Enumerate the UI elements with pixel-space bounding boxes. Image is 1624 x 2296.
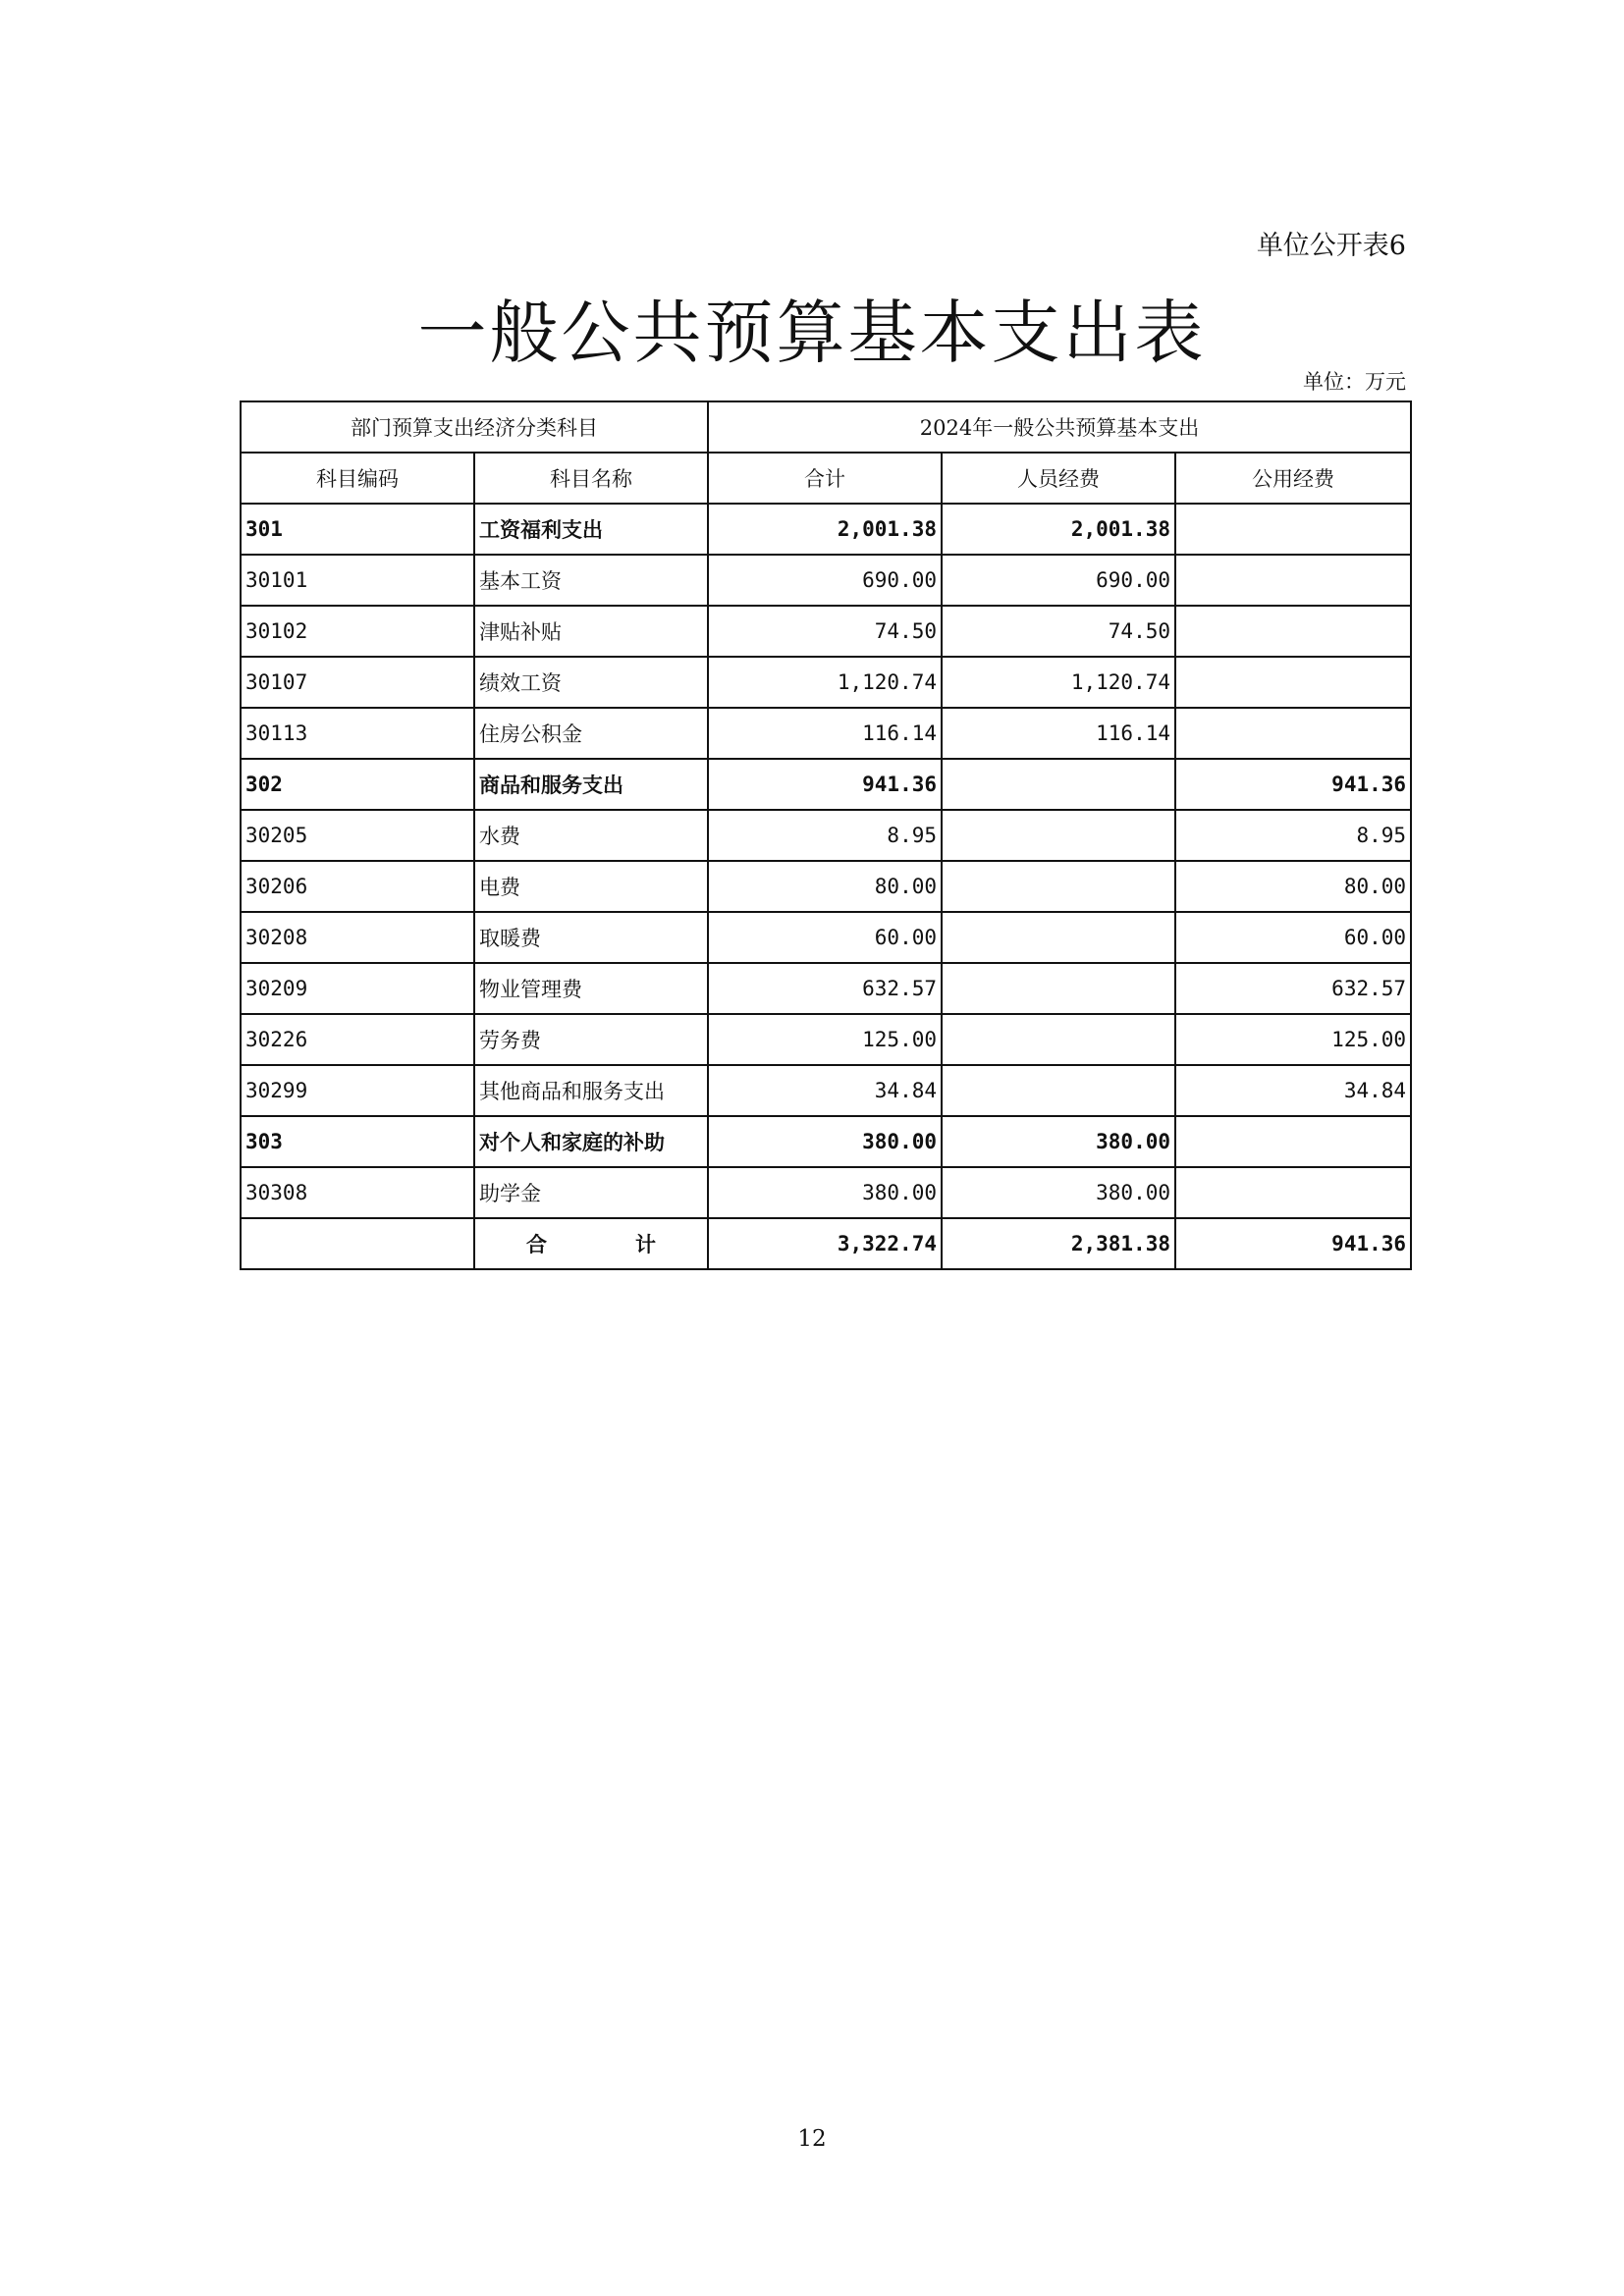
row-public: 632.57 [1175,963,1411,1014]
row-name: 基本工资 [474,555,708,606]
row-total: 116.14 [708,708,942,759]
header-code: 科目编码 [241,453,474,504]
row-name: 绩效工资 [474,657,708,708]
table-number: 单位公开表6 [1256,231,1406,261]
row-name: 对个人和家庭的补助 [474,1116,708,1167]
row-total: 2,001.38 [708,504,942,555]
row-code: 30209 [241,963,474,1014]
row-total: 74.50 [708,606,942,657]
row-personnel: 380.00 [942,1116,1175,1167]
row-code: 30101 [241,555,474,606]
row-personnel [942,1065,1175,1116]
row-name: 取暖费 [474,912,708,963]
row-total: 632.57 [708,963,942,1014]
row-name: 物业管理费 [474,963,708,1014]
row-name: 津贴补贴 [474,606,708,657]
row-name: 劳务费 [474,1014,708,1065]
row-public: 8.95 [1175,810,1411,861]
row-total: 380.00 [708,1116,942,1167]
row-name: 住房公积金 [474,708,708,759]
row-code: 30208 [241,912,474,963]
row-public: 34.84 [1175,1065,1411,1116]
row-total: 34.84 [708,1065,942,1116]
total-row [241,1218,1411,1269]
table-row [241,504,1411,555]
header-personnel: 人员经费 [942,453,1175,504]
row-personnel [942,1014,1175,1065]
row-public: 125.00 [1175,1014,1411,1065]
row-public: 60.00 [1175,912,1411,963]
total-sum: 3,322.74 [708,1218,942,1269]
row-personnel [942,861,1175,912]
row-public: 941.36 [1175,759,1411,810]
row-public [1175,657,1411,708]
row-code: 30206 [241,861,474,912]
row-public [1175,1116,1411,1167]
row-name: 电费 [474,861,708,912]
row-code: 30205 [241,810,474,861]
header-name: 科目名称 [474,453,708,504]
row-public [1175,708,1411,759]
row-total: 60.00 [708,912,942,963]
row-total: 690.00 [708,555,942,606]
row-name: 助学金 [474,1167,708,1218]
page-title: 一般公共预算基本支出表 [417,293,1207,373]
header-budget-year: 2024年一般公共预算基本支出 [708,401,1411,453]
row-name: 工资福利支出 [474,504,708,555]
row-code: 30102 [241,606,474,657]
header-economic-classification: 部门预算支出经济分类科目 [241,401,708,453]
row-code: 30299 [241,1065,474,1116]
table-row [241,912,1411,963]
row-personnel: 380.00 [942,1167,1175,1218]
header-total: 合计 [708,453,942,504]
row-public [1175,555,1411,606]
table-row [241,861,1411,912]
row-total: 380.00 [708,1167,942,1218]
table-row [241,810,1411,861]
total-label-right: 计 [635,1232,656,1256]
total-public: 941.36 [1175,1218,1411,1269]
row-code: 301 [241,504,474,555]
header-row-columns [241,453,1411,504]
row-public [1175,504,1411,555]
row-public [1175,606,1411,657]
table-row [241,1014,1411,1065]
header-row-groups [241,401,1411,453]
row-code: 30107 [241,657,474,708]
table-row [241,1167,1411,1218]
row-total: 941.36 [708,759,942,810]
row-name: 其他商品和服务支出 [474,1065,708,1116]
page-number: 12 [797,2126,827,2152]
row-total: 80.00 [708,861,942,912]
row-code: 30226 [241,1014,474,1065]
row-personnel [942,912,1175,963]
row-total: 1,120.74 [708,657,942,708]
table-row [241,1116,1411,1167]
row-public: 80.00 [1175,861,1411,912]
row-total: 125.00 [708,1014,942,1065]
row-personnel: 74.50 [942,606,1175,657]
row-personnel: 690.00 [942,555,1175,606]
total-label [474,1218,708,1269]
table-row [241,657,1411,708]
total-personnel: 2,381.38 [942,1218,1175,1269]
row-code: 303 [241,1116,474,1167]
row-personnel: 2,001.38 [942,504,1175,555]
table-row [241,1065,1411,1116]
table-row [241,759,1411,810]
table-row [241,555,1411,606]
row-personnel: 116.14 [942,708,1175,759]
row-personnel [942,759,1175,810]
row-personnel [942,963,1175,1014]
row-personnel: 1,120.74 [942,657,1175,708]
row-name: 水费 [474,810,708,861]
row-code: 302 [241,759,474,810]
row-total: 8.95 [708,810,942,861]
row-public [1175,1167,1411,1218]
row-code: 30113 [241,708,474,759]
row-code: 30308 [241,1167,474,1218]
header-public: 公用经费 [1175,453,1411,504]
row-name: 商品和服务支出 [474,759,708,810]
row-personnel [942,810,1175,861]
table-row [241,963,1411,1014]
table-row [241,708,1411,759]
total-code-cell [241,1218,474,1269]
table-row [241,606,1411,657]
unit-label: 单位：万元 [1303,370,1406,394]
total-label-left: 合 [526,1232,547,1256]
budget-table [240,400,1412,1270]
